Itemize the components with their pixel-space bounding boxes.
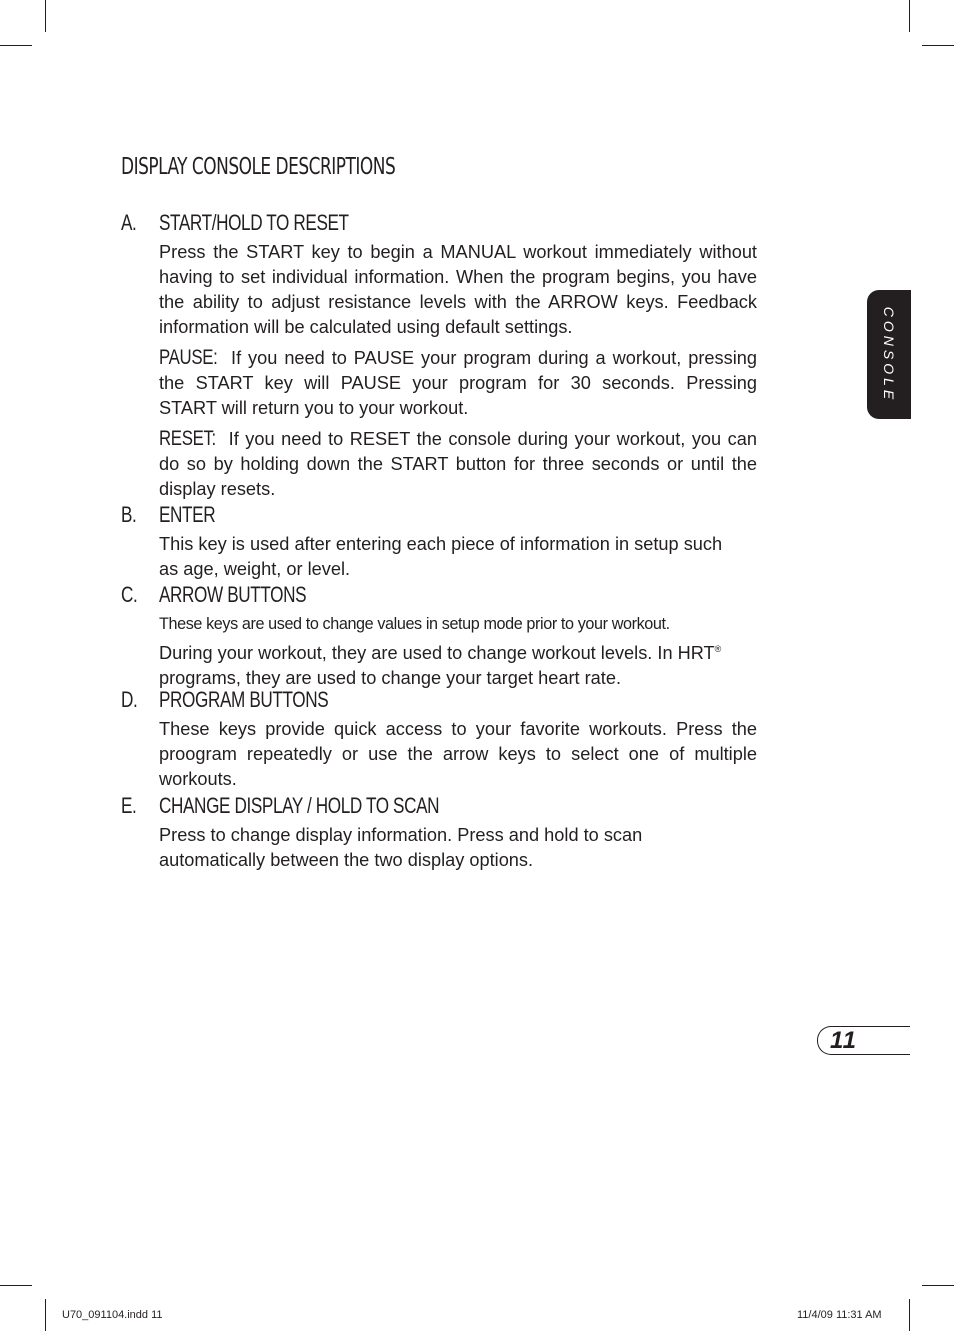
hrt-text: During your workout, they are used to change workout levels. In HRT — [159, 643, 715, 663]
section-paragraph: This key is used after entering each piece of information in setup such as age, weight, or level. — [159, 534, 723, 579]
crop-mark — [45, 0, 46, 32]
section-paragraph: Press the START key to begin a MANUAL workout immediately without having to set individual information. When the program begins, you have the ability to adjust resistance levels with the ARROW keys. Feedback information will be calculated using default settings. — [159, 242, 757, 337]
slug-timestamp: 11/4/09 11:31 AM — [797, 1309, 882, 1321]
section-arrow-buttons — [121, 582, 757, 691]
crop-mark — [909, 0, 910, 32]
page-title: DISPLAY CONSOLE DESCRIPTIONS — [121, 154, 396, 180]
crop-mark — [45, 1299, 46, 1331]
pause-text: If you need to PAUSE your program during a workout, pressing the START key will PAUSE your program for 30 seconds. Pressing START will return you to your workout. — [159, 348, 757, 418]
section-heading — [121, 793, 757, 823]
section-change-display — [121, 793, 757, 873]
section-letter: B. — [121, 502, 137, 527]
reset-lead: RESET: — [159, 427, 216, 450]
crop-mark — [922, 45, 954, 46]
section-start-hold-to-reset — [121, 210, 757, 502]
section-enter — [121, 502, 757, 582]
section-paragraph — [159, 637, 757, 691]
side-tab-console — [867, 290, 911, 419]
section-letter: A. — [121, 210, 137, 235]
crop-mark — [922, 1285, 954, 1286]
section-program-buttons — [121, 687, 757, 792]
pause-paragraph — [159, 345, 757, 421]
section-heading — [121, 502, 757, 532]
crop-mark — [0, 1285, 32, 1286]
slug-filename: U70_091104.indd 11 — [62, 1309, 163, 1321]
reset-paragraph — [159, 426, 757, 502]
side-tab-label: CONSOLE — [881, 306, 897, 403]
section-letter: C. — [121, 582, 138, 607]
section-name: START/HOLD TO RESET — [159, 210, 349, 235]
section-paragraph: These keys provide quick access to your favorite workouts. Press the proogram repeatedly or use the arrow keys to select one of multiple workouts. — [159, 719, 757, 789]
section-heading — [121, 210, 757, 240]
section-letter: D. — [121, 687, 138, 712]
section-name: CHANGE DISPLAY / HOLD TO SCAN — [159, 793, 440, 818]
pause-lead: PAUSE: — [159, 346, 218, 369]
section-name: ARROW BUTTONS — [159, 582, 307, 607]
reset-text: If you need to RESET the console during your workout, you can do so by holding down the START button for three seconds or until the display resets. — [159, 429, 757, 499]
page-number-box — [817, 1026, 910, 1055]
section-name: PROGRAM BUTTONS — [159, 687, 329, 712]
hrt-text-continued: programs, they are used to change your target heart rate. — [159, 668, 622, 688]
section-heading — [121, 582, 757, 612]
crop-mark — [0, 45, 32, 46]
registered-mark: ® — [714, 644, 722, 654]
section-heading — [121, 687, 757, 717]
section-paragraph: These keys are used to change values in setup mode prior to your workout. — [159, 615, 670, 633]
page-number: 11 — [830, 1027, 857, 1054]
section-name: ENTER — [159, 502, 216, 527]
section-letter: E. — [121, 793, 137, 818]
section-paragraph: Press to change display information. Press and hold to scan automatically between the two display options. — [159, 825, 643, 870]
crop-mark — [909, 1299, 910, 1331]
